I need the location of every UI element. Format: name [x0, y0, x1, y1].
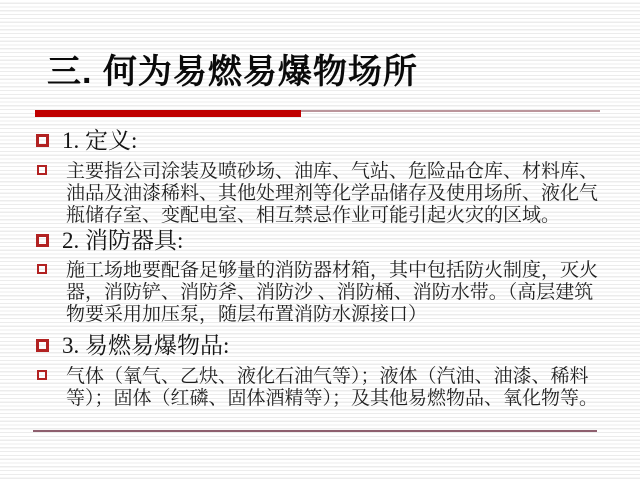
title-underline-thin-rule — [301, 110, 600, 112]
body-line: 瓶储存室、变配电室、相互禁忌作业可能引起火灾的区域。 — [66, 205, 561, 226]
section-3-heading-text: 3. 易燃易爆物品: — [62, 333, 230, 358]
section-3-body — [36, 366, 598, 410]
bullet-square-icon — [37, 165, 47, 175]
section-2-body-text — [66, 260, 598, 326]
section-1-heading-text: 1. 定义: — [62, 128, 138, 153]
body-line: 器，消防铲、消防斧、消防沙 、消防桶、消防水带。（高层建筑 — [66, 282, 594, 303]
slide-title: 三. 何为易燃易爆物场所 — [47, 53, 418, 91]
bullet-square-icon — [36, 134, 49, 147]
body-line: 油品及油漆稀料、其他处理剂等化学品储存及使用场所、液化气 — [66, 183, 599, 204]
section-2-body — [36, 260, 598, 326]
section-2-heading — [36, 229, 183, 253]
section-3-body-text — [66, 366, 598, 410]
bullet-square-icon — [37, 264, 47, 274]
section-1-heading — [36, 129, 137, 153]
bullet-square-icon — [36, 234, 49, 247]
body-line: 施工场地要配备足够量的消防器材箱，其中包括防火制度，灭火 — [66, 260, 599, 281]
bullet-square-icon — [36, 339, 49, 352]
body-line: 气体（氧气、乙炔、液化石油气等）；液体（汽油、油漆、稀料 — [66, 366, 589, 387]
section-2-heading-text: 2. 消防器具: — [62, 228, 184, 253]
body-line: 等）；固体（红磷、固体酒精等）；及其他易燃物品、氧化物等。 — [66, 388, 599, 409]
section-3-heading — [36, 334, 229, 358]
footer-divider-rule — [33, 430, 597, 432]
bullet-square-icon — [37, 370, 47, 380]
body-line: 物要采用加压泵，随层布置消防水源接口） — [66, 304, 428, 325]
title-underline-thick-bar — [35, 110, 301, 117]
body-line: 主要指公司涂装及喷砂场、油库、气站、危险品仓库、材料库、 — [66, 161, 599, 182]
section-1-body — [36, 161, 598, 227]
section-1-body-text — [66, 161, 598, 227]
